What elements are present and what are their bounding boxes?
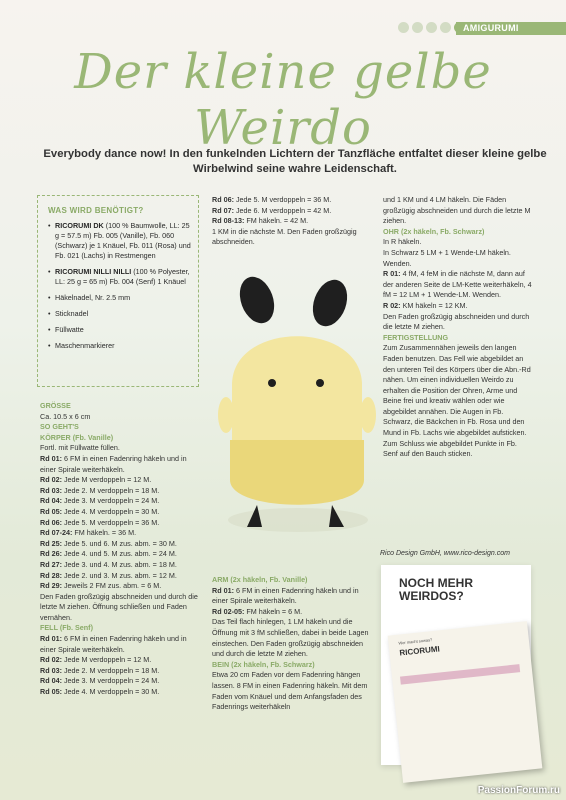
materials-item: • Häkelnadel, Nr. 2.5 mm bbox=[48, 293, 193, 303]
book-brand: RICORUMI bbox=[399, 644, 441, 658]
materials-heading: WAS WIRD BENÖTIGT? bbox=[48, 206, 144, 215]
body-rows bbox=[40, 454, 200, 592]
instruction-row: Rd 05: Jede 4. M verdoppeln = 30 M. bbox=[40, 506, 160, 516]
arm-outro: Das Teil flach hinlegen, 1 LM häkeln und die Öffnung mit 3 fM schließen, dabei in beide Lagen einstechen. Den Faden großzügig abschneiden und durch die letzte M ziehen. bbox=[212, 617, 369, 659]
arm-heading: ARM (2x häkeln, Fb. Vanille) bbox=[212, 575, 308, 584]
book-cover bbox=[388, 621, 543, 783]
instruction-row: Rd 01: 6 FM in einen Fadenring häkeln und in einer Spirale weiterhäkeln. bbox=[212, 585, 359, 606]
weirdo-photo bbox=[212, 265, 384, 565]
instruction-row: Rd 01: 6 FM in einen Fadenring häkeln und in einer Spirale weiterhäkeln. bbox=[40, 634, 187, 654]
section-label: AMIGURUMI bbox=[463, 23, 519, 33]
instruction-row: Rd 02-05: FM häkeln = 6 M. bbox=[212, 606, 303, 616]
arm-rows bbox=[212, 586, 372, 618]
size-value: Ca. 10.5 x 6 cm bbox=[40, 411, 91, 421]
materials-item: • Maschenmarkierer bbox=[48, 341, 193, 351]
size-heading: GRÖSSE bbox=[40, 401, 71, 410]
ohr-rows bbox=[383, 269, 533, 311]
fell-rows bbox=[40, 634, 200, 698]
bein-cont: und 1 KM und 4 LM häkeln. Die Fäden großzügig abschneiden und durch die letzte M ziehen. bbox=[383, 195, 531, 226]
footer-watermark: PassionForum.ru bbox=[477, 785, 560, 796]
body-outro: Den Faden großzügig abschneiden und durch die letzte M ziehen. Öffnung schließen und Faden vernähen. bbox=[40, 591, 198, 622]
bein-heading: BEIN (2x häkeln, Fb. Schwarz) bbox=[212, 659, 315, 669]
dot bbox=[412, 22, 423, 33]
materials-box bbox=[37, 195, 199, 387]
instruction-row: Rd 03: Jede 2. M verdoppeln = 18 M. bbox=[40, 665, 160, 675]
instruction-row: Rd 05: Jede 4. M verdoppeln = 30 M. bbox=[40, 687, 160, 697]
body-intro: Fortl. mit Füllwatte füllen. bbox=[40, 443, 120, 453]
instruction-row: Rd 07: Jede 6. M verdoppeln = 42 M. bbox=[212, 205, 332, 215]
instruction-row: Rd 07-24: FM häkeln. = 36 M. bbox=[40, 528, 137, 538]
instruction-row: R 02: KM häkeln = 12 KM. bbox=[383, 300, 468, 310]
instruction-row: Rd 01: 6 FM in einen Fadenring häkeln und in einer Spirale weiterhäkeln. bbox=[40, 453, 187, 474]
page-title: Der kleine gelbe Weirdo bbox=[74, 44, 492, 156]
dot bbox=[426, 22, 437, 33]
ohr-heading: OHR (2x häkeln, Fb. Schwarz) bbox=[383, 226, 485, 236]
instruction-row: Rd 03: Jede 2. M verdoppeln = 18 M. bbox=[40, 485, 160, 495]
instruction-row: Rd 29: Jeweils 2 FM zus. abm. = 6 M. bbox=[40, 581, 162, 591]
ohr-line: In R häkeln. bbox=[383, 237, 422, 247]
intro-text: Everybody dance now! In den funkelnden Lichtern der Tanzfläche entfaltet dieser kleine gelbe Wirbelwind seine wahre Leidenschaft. bbox=[43, 148, 547, 175]
instruction-row: Rd 06: Jede 5. M verdoppeln = 36 M. bbox=[212, 195, 332, 204]
body-heading: KÖRPER (Fb. Vanille) bbox=[40, 432, 114, 442]
materials-item: • Füllwatte bbox=[48, 325, 193, 335]
materials-list bbox=[48, 221, 193, 357]
finish-heading: FERTIGSTELLUNG bbox=[383, 332, 449, 342]
column-2-top bbox=[212, 195, 372, 248]
instruction-row: Rd 06: Jede 5. M verdoppeln = 36 M. bbox=[40, 517, 160, 527]
instruction-row: Rd 08-13: FM häkeln. = 42 M. bbox=[212, 216, 309, 226]
book-banner bbox=[400, 664, 520, 684]
dot bbox=[440, 22, 451, 33]
section-header bbox=[456, 22, 566, 35]
instruction-row: Rd 02: Jede M verdoppeln = 12 M. bbox=[40, 475, 152, 485]
column-1 bbox=[40, 401, 200, 698]
materials-item: • Sticknadel bbox=[48, 309, 193, 319]
page-dots bbox=[398, 22, 465, 33]
finish-text: Zum Zusammennähen jeweils den langen Faden benutzen. Das Fell wie abgebildet an den unteren Teil des Körpers über die Abn.-Rd nähen. Um einen individuellen Weirdo zu erhalten die Position der Ohren, Arme und Beine frei und kreativ wählen oder wie abgebildet annähen. Die Augen in Fb. Schwarz, die Bäckchen in Fb. Rosa und den Mund in Fb. Lachs wie abgebildet aufsticken. Zum Schluss wie abgebildet Punkte in Fb. Senf auf den Bauch sticken. bbox=[383, 343, 531, 459]
ohr-line: In Schwarz 5 LM + 1 Wende-LM häkeln. Wenden. bbox=[383, 247, 511, 268]
column-2-bottom bbox=[212, 575, 372, 713]
instruction-row: Rd 27: Jede 3. und 4. M zus. abm. = 18 M. bbox=[40, 559, 177, 569]
fell-cont-rows bbox=[212, 195, 372, 227]
instruction-row: Rd 02: Jede M verdoppeln = 12 M. bbox=[40, 655, 152, 665]
instruction-row: Rd 26: Jede 4. und 5. M zus. abm. = 24 M. bbox=[40, 549, 177, 559]
book-small: Wer macht sowas? bbox=[398, 637, 433, 646]
bein-text: Etwa 20 cm Faden vor dem Fadenring hängen lassen. 8 FM in einen Fadenring häkeln. Mit dem Faden vom Knäuel und dem Anfangsfaden des Fadenrings weiterhäkeln bbox=[212, 670, 368, 712]
materials-item: • RICORUMI DK (100 % Baumwolle, LL: 25 g = 57.5 m) Fb. 005 (Vanille), Fb. 060 (Schwarz) je 1 Knäuel, Fb. 011 (Rosa) und Fb. 021 (Lachs) in Restmengen bbox=[48, 221, 193, 261]
instruction-row: R 01: 4 fM, 4 feM in die nächste M, dann auf der anderen Seite de LM-Kette weiterhäkeln, 4 fM = 12 LM + 1 Wende-LM. Wenden. bbox=[383, 269, 532, 300]
credit: Rico Design GmbH, www.rico-design.com bbox=[380, 550, 510, 557]
instruction-row: Rd 25: Jede 5. und 6. M zus. abm. = 30 M. bbox=[40, 538, 177, 548]
materials-item: • RICORUMI NILLI NILLI (100 % Polyester, LL: 25 g = 65 m) Fb. 004 (Senf) 1 Knäuel bbox=[48, 267, 193, 287]
instruction-row: Rd 04: Jede 3. M verdoppeln = 24 M. bbox=[40, 676, 160, 686]
instruction-row: Rd 04: Jede 3. M verdoppeln = 24 M. bbox=[40, 496, 160, 506]
instruction-row: Rd 28: Jede 2. und 3. M zus. abm. = 12 M. bbox=[40, 570, 177, 580]
howto-heading: SO GEHT'S bbox=[40, 422, 79, 432]
fell-outro: 1 KM in die nächste M. Den Faden großzügig abschneiden. bbox=[212, 226, 357, 247]
promo-title: NOCH MEHR WEIRDOS? bbox=[399, 576, 473, 603]
column-3 bbox=[383, 195, 533, 460]
dot bbox=[398, 22, 409, 33]
fell-heading: FELL (Fb. Senf) bbox=[40, 623, 93, 633]
ohr-outro: Den Faden großzügig abschneiden und durch die letzte M ziehen. bbox=[383, 311, 530, 332]
